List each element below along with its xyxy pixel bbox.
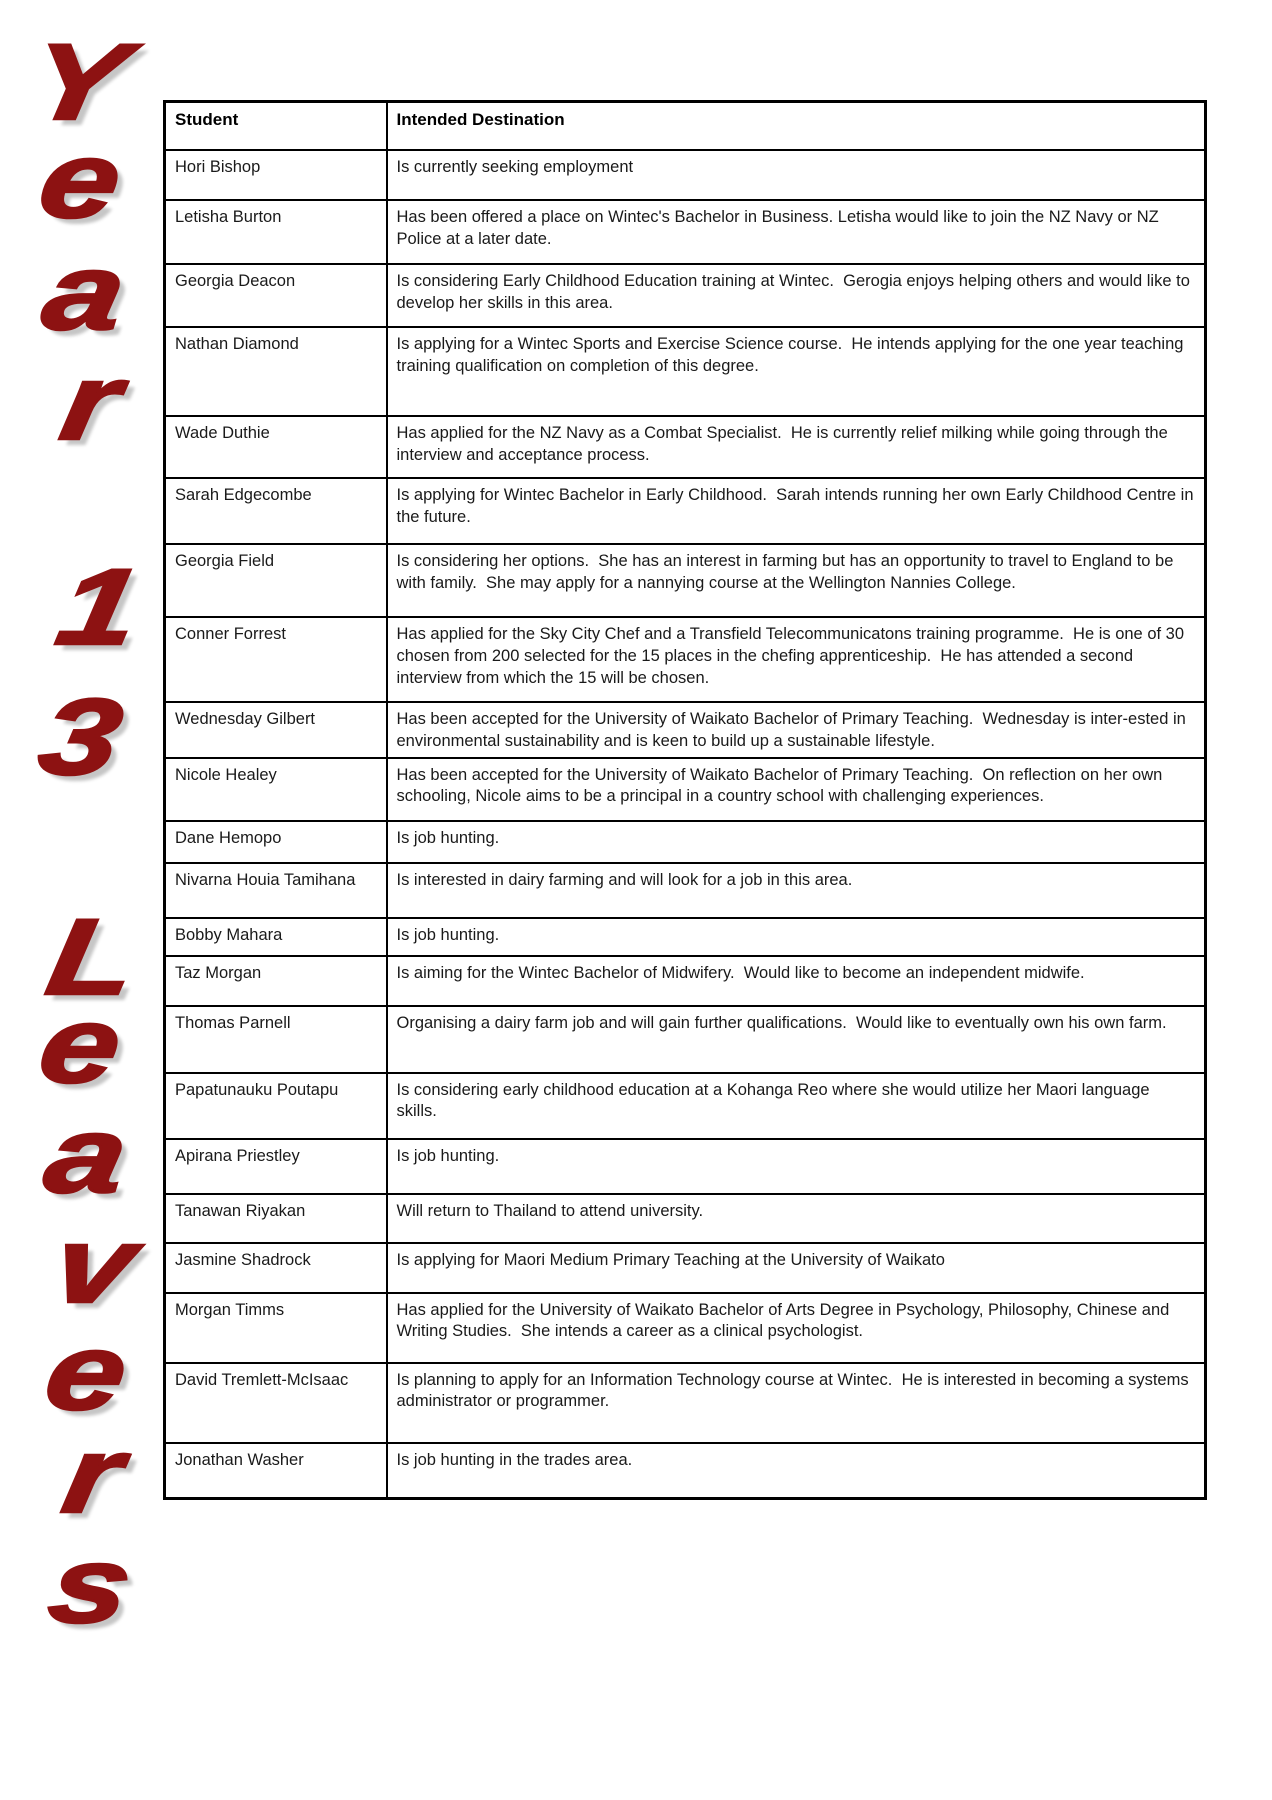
student-name-cell: Papatunauku Poutapu	[165, 1073, 387, 1139]
student-name-cell: Wednesday Gilbert	[165, 702, 387, 758]
intended-destination-cell: Is job hunting in the trades area.	[387, 1443, 1206, 1499]
banner-letter: a	[36, 1094, 137, 1215]
student-name-cell: Nathan Diamond	[165, 327, 387, 416]
student-name-cell: Tanawan Riyakan	[165, 1194, 387, 1243]
table-row	[165, 1443, 1206, 1499]
banner-letter: Y	[20, 21, 136, 142]
student-name-cell: Sarah Edgecombe	[165, 478, 387, 544]
banner-letter: s	[40, 1524, 141, 1645]
table-row	[165, 821, 1206, 863]
banner-letter: r	[54, 1414, 131, 1535]
table-row	[165, 1006, 1206, 1073]
table-container	[163, 100, 1207, 1500]
student-name-cell: Apirana Priestley	[165, 1139, 387, 1194]
student-name-cell: Nicole Healey	[165, 758, 387, 821]
intended-destination-cell: Is considering early childhood education at a Kohanga Reo where she would utilize her Maori language skills.	[387, 1073, 1206, 1139]
student-name-cell: Jasmine Shadrock	[165, 1243, 387, 1293]
intended-destination-cell: Is considering her options. She has an interest in farming but has an opportunity to travel to England to be with family. She may apply for a nannying course at the Wellington Nannies College.	[387, 544, 1206, 617]
student-name-cell: Hori Bishop	[165, 150, 387, 200]
intended-destination-cell: Organising a dairy farm job and will gain further qualifications. Would like to eventually own his own farm.	[387, 1006, 1206, 1073]
table-row	[165, 544, 1206, 617]
table-row	[165, 150, 1206, 200]
table-row	[165, 702, 1206, 758]
intended-destination-cell: Is interested in dairy farming and will look for a job in this area.	[387, 863, 1206, 918]
banner-letter: 1	[48, 546, 149, 667]
intended-destination-cell: Is applying for a Wintec Sports and Exercise Science course. He intends applying for the one year teaching training qualification on completion of this degree.	[387, 327, 1206, 416]
banner-letter: r	[52, 341, 129, 462]
table-row	[165, 478, 1206, 544]
student-name-cell: Thomas Parnell	[165, 1006, 387, 1073]
vertical-title	[0, 0, 180, 1800]
table-row	[165, 416, 1206, 478]
table-header-row	[165, 102, 1206, 151]
table-row	[165, 918, 1206, 956]
column-header-student: Student	[165, 102, 387, 151]
table-row	[165, 1194, 1206, 1243]
intended-destination-cell: Is job hunting.	[387, 821, 1206, 863]
student-name-cell: Bobby Mahara	[165, 918, 387, 956]
banner-letter: e	[30, 984, 131, 1105]
banner-letter: e	[30, 119, 131, 240]
intended-destination-cell: Has applied for the Sky City Chef and a Transfield Telecommunicatons training programme. He is one of 30 chosen from 200 selected for the 15 places in the chefing apprenticeship. He has attended a second interview from which the 15 will be chosen.	[387, 617, 1206, 702]
intended-destination-cell: Has applied for the NZ Navy as a Combat Specialist. He is currently relief milking while going through the interview and acceptance process.	[387, 416, 1206, 478]
table-row	[165, 863, 1206, 918]
table-row	[165, 1073, 1206, 1139]
intended-destination-cell: Is considering Early Childhood Education training at Wintec. Gerogia enjoys helping others and would like to develop her skills in this area.	[387, 264, 1206, 327]
banner-letter: 3	[30, 676, 131, 797]
student-name-cell: Georgia Deacon	[165, 264, 387, 327]
intended-destination-cell: Has applied for the University of Waikato Bachelor of Arts Degree in Psychology, Philosophy, Chinese and Writing Studies. She intends a career as a clinical psychologist.	[387, 1293, 1206, 1363]
intended-destination-cell: Has been accepted for the University of Waikato Bachelor of Primary Teaching. Wednesday is inter-ested in environmental sustainability and is keen to build up a sustainable lifestyle.	[387, 702, 1206, 758]
intended-destination-cell: Will return to Thailand to attend university.	[387, 1194, 1206, 1243]
intended-destination-cell: Is planning to apply for an Information Technology course at Wintec. He is interested in becoming a systems administrator or programmer.	[387, 1363, 1206, 1443]
student-name-cell: David Tremlett-McIsaac	[165, 1363, 387, 1443]
student-name-cell: Wade Duthie	[165, 416, 387, 478]
table-row	[165, 1139, 1206, 1194]
table-row	[165, 1363, 1206, 1443]
intended-destination-cell: Has been accepted for the University of Waikato Bachelor of Primary Teaching. On reflection on her own schooling, Nicole aims to be a principal in a country school with challenging experiences.	[387, 758, 1206, 821]
banner-letter: L	[38, 896, 147, 1017]
column-header-intended-destination: Intended Destination	[387, 102, 1206, 151]
intended-destination-cell: Is applying for Wintec Bachelor in Early Childhood. Sarah intends running her own Early Childhood Centre in the future.	[387, 478, 1206, 544]
table-row	[165, 956, 1206, 1006]
table-row	[165, 1293, 1206, 1363]
intended-destination-cell: Is job hunting.	[387, 918, 1206, 956]
banner-letter: a	[34, 231, 135, 352]
banner-letter: v	[44, 1204, 145, 1325]
student-name-cell: Nivarna Houia Tamihana	[165, 863, 387, 918]
intended-destination-cell: Is job hunting.	[387, 1139, 1206, 1194]
table-row	[165, 1243, 1206, 1293]
student-name-cell: Letisha Burton	[165, 200, 387, 264]
banner-letter: e	[36, 1311, 137, 1432]
student-name-cell: Dane Hemopo	[165, 821, 387, 863]
student-name-cell: Morgan Timms	[165, 1293, 387, 1363]
student-name-cell: Conner Forrest	[165, 617, 387, 702]
intended-destination-cell: Is currently seeking employment	[387, 150, 1206, 200]
intended-destination-cell: Has been offered a place on Wintec's Bachelor in Business. Letisha would like to join the NZ Navy or NZ Police at a later date.	[387, 200, 1206, 264]
student-name-cell: Georgia Field	[165, 544, 387, 617]
intended-destination-cell: Is applying for Maori Medium Primary Teaching at the University of Waikato	[387, 1243, 1206, 1293]
table-row	[165, 264, 1206, 327]
intended-destination-cell: Is aiming for the Wintec Bachelor of Midwifery. Would like to become an independent midwife.	[387, 956, 1206, 1006]
student-name-cell: Jonathan Washer	[165, 1443, 387, 1499]
table-row	[165, 617, 1206, 702]
table-row	[165, 200, 1206, 264]
student-name-cell: Taz Morgan	[165, 956, 387, 1006]
leavers-table	[163, 100, 1207, 1500]
table-row	[165, 758, 1206, 821]
table-row	[165, 327, 1206, 416]
